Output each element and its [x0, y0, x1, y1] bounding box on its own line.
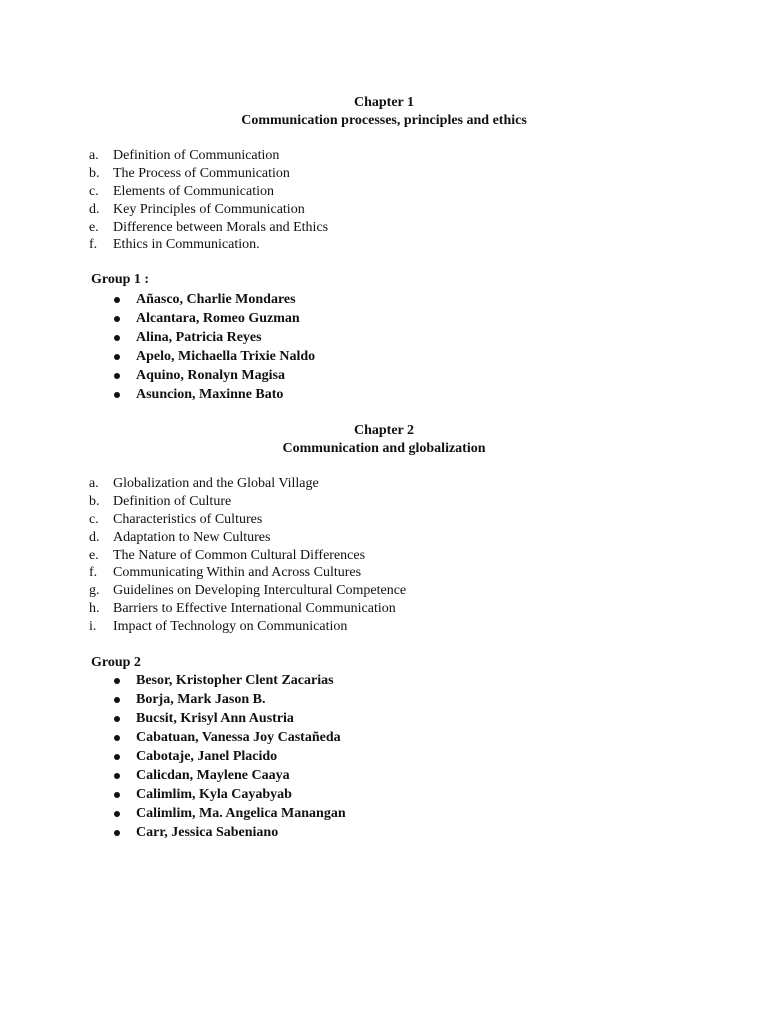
bullet-icon: [114, 373, 120, 379]
topic-letter: d.: [89, 201, 100, 217]
bullet-icon: [114, 754, 120, 760]
topic-text: Key Principles of Communication: [113, 201, 305, 217]
topic-letter: a.: [89, 476, 99, 491]
bullet-icon: [114, 811, 120, 817]
topic-text: Definition of Communication: [113, 148, 280, 163]
member-name: Alcantara, Romeo Guzman: [136, 311, 300, 326]
topic-text: Globalization and the Global Village: [113, 476, 319, 491]
topic-letter: a.: [89, 148, 99, 163]
member-name: Calimlim, Ma. Angelica Manangan: [136, 806, 346, 821]
topic-text: Impact of Technology on Communication: [113, 619, 348, 635]
bullet-icon: [114, 735, 120, 741]
topic-text: Definition of Culture: [113, 493, 232, 509]
member-name: Bucsit, Krisyl Ann Austria: [136, 711, 294, 726]
member-name: Asuncion, Maxinne Bato: [136, 387, 284, 402]
bullet-icon: [114, 697, 120, 703]
bullet-icon: [114, 792, 120, 798]
bullet-icon: [114, 678, 120, 684]
topic-text: Barriers to Effective International Communication: [113, 601, 396, 617]
topic-letter: d.: [89, 529, 100, 545]
topic-letter: c.: [89, 511, 99, 527]
bullet-icon: [114, 354, 120, 360]
member-name: Apelo, Michaella Trixie Naldo: [136, 349, 316, 364]
topic-letter: e.: [89, 219, 99, 235]
chapter-2-label: Chapter 2: [353, 423, 415, 438]
topic-letter: i.: [89, 619, 97, 635]
bullet-icon: [114, 297, 120, 303]
topic-text: Characteristics of Cultures: [113, 511, 263, 527]
topic-letter: f.: [89, 565, 98, 581]
topic-text: Guidelines on Developing Intercultural Competence: [113, 583, 407, 599]
member-name: Carr, Jessica Sabeniano: [136, 825, 279, 840]
chapter-1-title: Communication processes, principles and ethics: [241, 113, 527, 128]
member-name: Calicdan, Maylene Caaya: [136, 768, 290, 783]
topic-letter: b.: [89, 165, 100, 181]
member-name: Borja, Mark Jason B.: [136, 692, 266, 707]
topic-letter: g.: [89, 583, 100, 599]
group-1-heading: Group 1 :: [91, 272, 150, 287]
bullet-icon: [114, 335, 120, 341]
member-name: Calimlim, Kyla Cayabyab: [136, 787, 292, 802]
member-name: Alina, Patricia Reyes: [136, 330, 262, 345]
topic-text: Elements of Communication: [113, 183, 274, 199]
member-name: Cabatuan, Vanessa Joy Castañeda: [136, 730, 341, 745]
bullet-icon: [114, 392, 120, 398]
bullet-icon: [114, 773, 120, 779]
member-name: Aquino, Ronalyn Magisa: [136, 368, 285, 383]
bullet-icon: [114, 830, 120, 836]
topic-text: Ethics in Communication.: [113, 237, 260, 253]
bullet-icon: [114, 716, 120, 722]
bullet-icon: [114, 316, 120, 322]
member-name: Cabotaje, Janel Placido: [136, 749, 278, 764]
topic-letter: e.: [89, 547, 99, 563]
topic-text: Adaptation to New Cultures: [113, 529, 271, 545]
topic-letter: f.: [89, 237, 98, 253]
topic-text: The Process of Communication: [113, 165, 290, 181]
topic-letter: h.: [89, 601, 100, 617]
chapter-1-label: Chapter 1: [353, 95, 415, 110]
member-name: Añasco, Charlie Mondares: [136, 292, 296, 307]
member-name: Besor, Kristopher Clent Zacarias: [136, 673, 334, 688]
chapter-2-title: Communication and globalization: [282, 441, 486, 456]
topic-letter: b.: [89, 493, 100, 509]
group-2-heading: Group 2: [91, 655, 141, 670]
topic-text: Difference between Morals and Ethics: [113, 219, 329, 235]
topic-text: Communicating Within and Across Cultures: [113, 565, 362, 581]
topic-letter: c.: [89, 183, 99, 199]
topic-text: The Nature of Common Cultural Differences: [113, 547, 366, 563]
